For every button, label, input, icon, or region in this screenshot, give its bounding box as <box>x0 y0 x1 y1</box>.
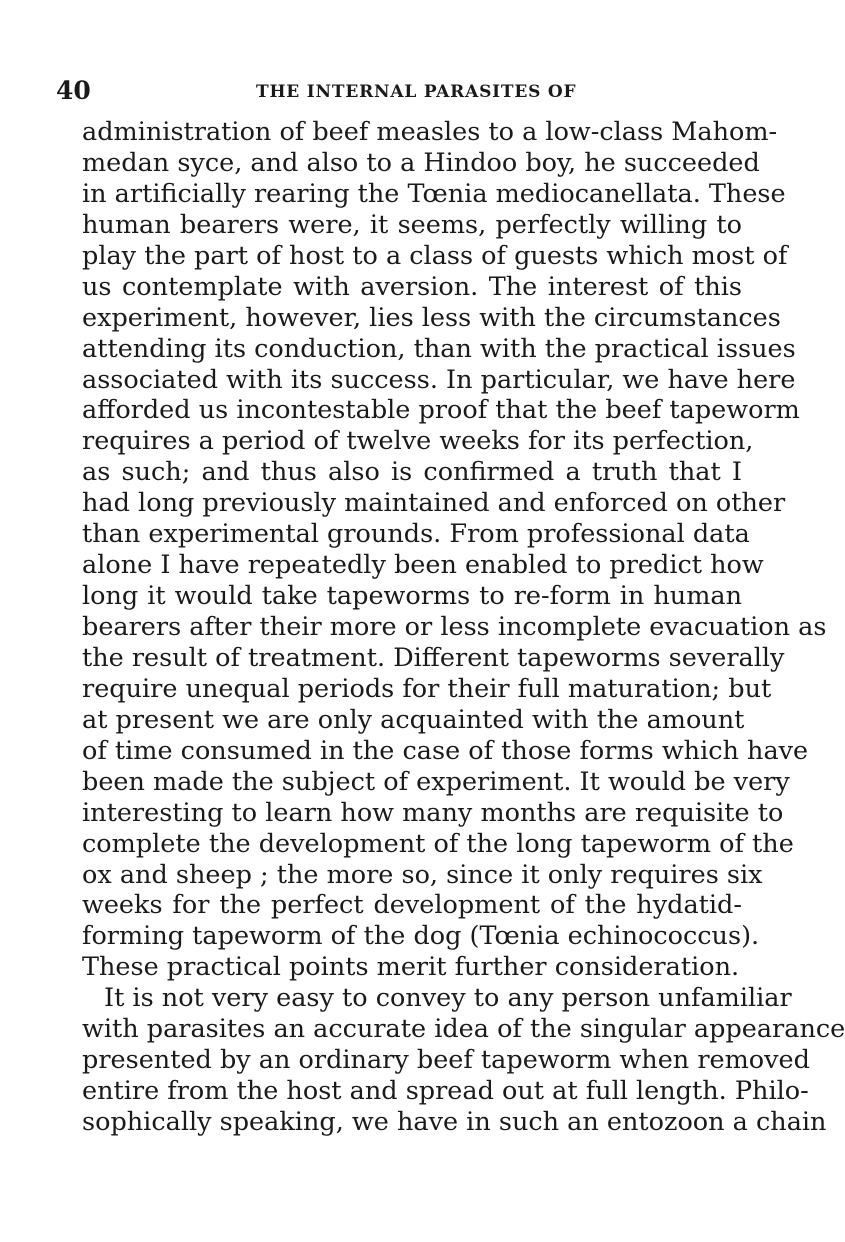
text-line: experiment, however, lies less with the circumstances <box>82 302 781 333</box>
text-line: with parasites an accurate idea of the singular appearance <box>82 1014 845 1045</box>
text-line: at present we are only acquainted with the amount <box>82 704 745 735</box>
text-line: sophically speaking, we have in such an entozoon a chain <box>82 1107 827 1137</box>
text-line: alone I have repeatedly been enabled to predict how <box>82 550 764 581</box>
text-line: presented by an ordinary beef tapeworm when removed <box>82 1045 810 1076</box>
text-line: than experimental grounds. From professional data <box>82 519 750 550</box>
text-line: It is not very easy to convey to any person unfamiliar <box>104 983 792 1014</box>
text-line: in artificially rearing the Tœnia mediocanellata. These <box>82 178 786 209</box>
text-line: long it would take tapeworms to re-form in human <box>82 581 742 612</box>
text-line: require unequal periods for their full maturation; but <box>82 673 772 704</box>
text-line: been made the subject of experiment. It would be very <box>82 766 790 797</box>
body-text <box>82 117 845 1138</box>
text-line: had long previously maintained and enforced on other <box>82 488 786 519</box>
text-line: of time consumed in the case of those forms which have <box>82 735 809 766</box>
text-line: bearers after their more or less incomplete evacuation as <box>82 612 827 642</box>
text-line: play the part of host to a class of guests which most of <box>82 240 788 271</box>
text-line: administration of beef measles to a low-class Mahom- <box>82 117 778 147</box>
text-line: ox and sheep ; the more so, since it only requires six <box>82 859 763 890</box>
text-line: the result of treatment. Different tapeworms severally <box>82 642 785 673</box>
text-line: weeks for the perfect development of the hydatid- <box>82 890 742 921</box>
text-line: entire from the host and spread out at full length. Philo- <box>82 1076 809 1107</box>
text-line: as such; and thus also is confirmed a truth that I <box>82 457 742 488</box>
text-line: interesting to learn how many months are requisite to <box>82 797 784 828</box>
page-header <box>56 76 716 106</box>
running-title: THE INTERNAL PARASITES OF <box>256 82 577 102</box>
text-line: attending its conduction, than with the practical issues <box>82 333 796 364</box>
text-line: complete the development of the long tapeworm of the <box>82 828 794 859</box>
text-line: These practical points merit further consideration. <box>82 952 740 983</box>
text-line: forming tapeworm of the dog (Tœnia echinococcus). <box>82 921 760 952</box>
text-line: requires a period of twelve weeks for its perfection, <box>82 426 754 457</box>
page-number: 40 <box>56 76 91 105</box>
text-line: us contemplate with aversion. The interest of this <box>82 271 742 302</box>
text-line: human bearers were, it seems, perfectly willing to <box>82 209 742 240</box>
text-line: afforded us incontestable proof that the beef tapeworm <box>82 395 800 426</box>
text-line: associated with its success. In particular, we have here <box>82 364 796 395</box>
text-line: medan syce, and also to a Hindoo boy, he succeeded <box>82 147 760 178</box>
